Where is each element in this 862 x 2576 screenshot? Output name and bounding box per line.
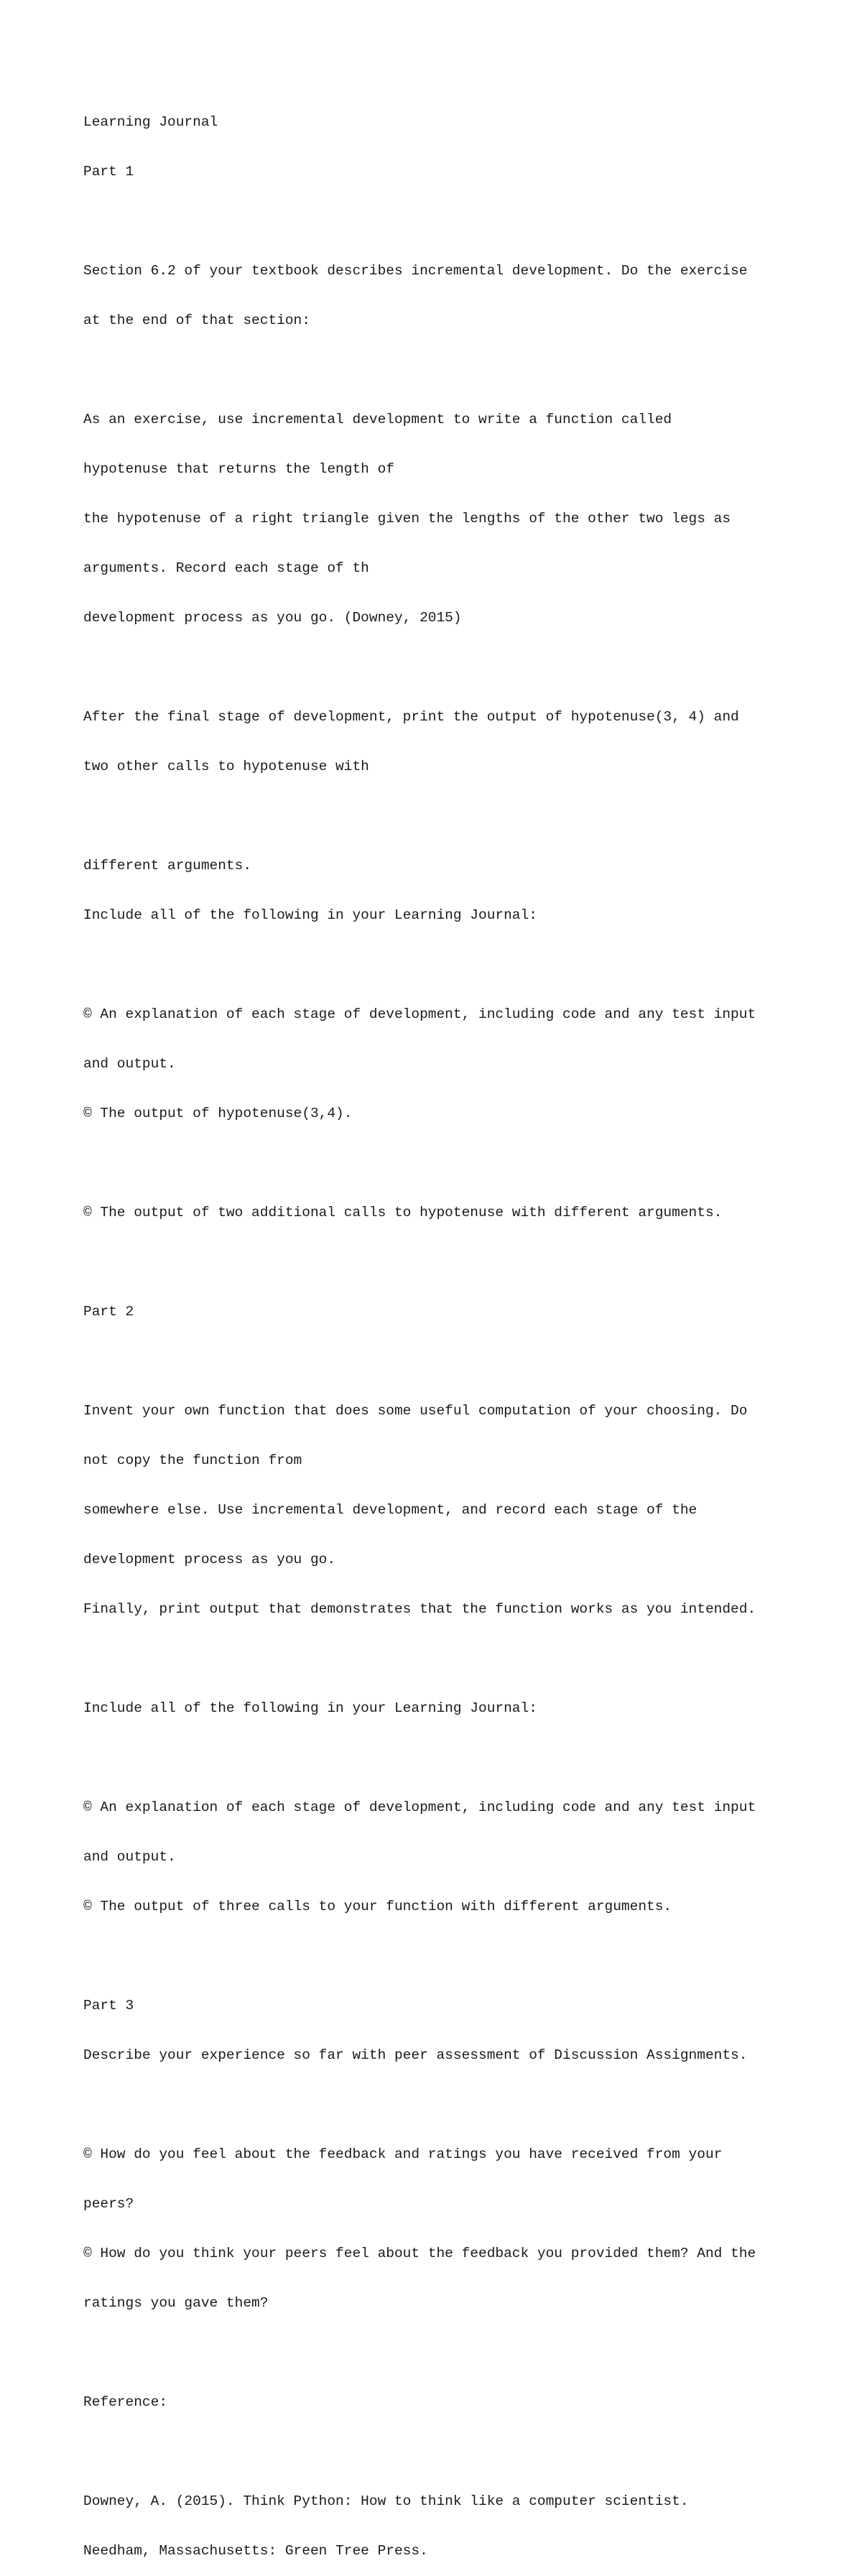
blank-line	[83, 362, 802, 379]
blank-line	[83, 659, 802, 676]
text-line: Finally, print output that demonstrates that the function works as you intended.	[83, 1601, 756, 1617]
blank-line	[83, 808, 802, 825]
blank-line	[83, 1750, 802, 1766]
bullet-item: © An explanation of each stage of development, including code and any test input	[83, 1006, 756, 1022]
text-line: Section 6.2 of your textbook describes incremental development. Do the exercise	[83, 263, 748, 279]
text-line: at the end of that section:	[83, 312, 310, 328]
bullet-item: © The output of hypotenuse(3,4).	[83, 1106, 353, 1121]
text-line: Include all of the following in your Learning Journal:	[83, 1700, 537, 1716]
blank-line	[83, 1353, 802, 1370]
blank-line	[83, 1651, 802, 1667]
part-3-heading: Part 3	[83, 1998, 134, 2014]
text-line: two other calls to hypotenuse with	[83, 759, 369, 774]
bullet-item-continued: ratings you gave them?	[83, 2295, 269, 2311]
bullet-item-continued: and output.	[83, 1849, 176, 1865]
blank-line	[83, 213, 802, 230]
text-line: As an exercise, use incremental development to write a function called	[83, 412, 672, 427]
blank-line	[83, 957, 802, 973]
reference-entry-continued: Needham, Massachusetts: Green Tree Press.	[83, 2543, 428, 2559]
reference-heading: Reference:	[83, 2394, 168, 2410]
bullet-item: © The output of three calls to your function with different arguments.	[83, 1899, 672, 1914]
bullet-item-continued: peers?	[83, 2196, 134, 2212]
bullet-item: © The output of two additional calls to hypotenuse with different arguments.	[83, 1205, 723, 1220]
bullet-item: © How do you think your peers feel about the feedback you provided them? And the	[83, 2246, 756, 2261]
bullet-item: © An explanation of each stage of development, including code and any test input	[83, 1799, 756, 1815]
text-line: Describe your experience so far with peer assessment of Discussion Assignments.	[83, 2047, 748, 2063]
part-1-heading: Part 1	[83, 164, 134, 180]
document-title: Learning Journal	[83, 114, 218, 130]
blank-line	[83, 2097, 802, 2113]
text-line: different arguments.	[83, 858, 252, 874]
blank-line	[83, 1948, 802, 1965]
blank-line	[83, 2444, 802, 2460]
text-line: the hypotenuse of a right triangle given the lengths of the other two legs as	[83, 511, 731, 527]
bullet-item-continued: and output.	[83, 1056, 176, 1072]
text-line: development process as you go.	[83, 1552, 336, 1567]
text-line: somewhere else. Use incremental development, and record each stage of the	[83, 1502, 698, 1518]
blank-line	[83, 1155, 802, 1172]
text-line: not copy the function from	[83, 1453, 302, 1468]
reference-entry: Downey, A. (2015). Think Python: How to think like a computer scientist.	[83, 2493, 689, 2509]
blank-line	[83, 1254, 802, 1271]
bullet-item: © How do you feel about the feedback and ratings you have received from your	[83, 2146, 723, 2162]
blank-line	[83, 2345, 802, 2361]
part-2-heading: Part 2	[83, 1304, 134, 1320]
text-line: Invent your own function that does some useful computation of your choosing. Do	[83, 1403, 748, 1419]
document-body	[83, 81, 802, 2576]
text-line: development process as you go. (Downey, 2015)	[83, 610, 462, 626]
text-line: Include all of the following in your Learning Journal:	[83, 907, 537, 923]
text-line: arguments. Record each stage of th	[83, 560, 369, 576]
text-line: hypotenuse that returns the length of	[83, 461, 394, 477]
text-line: After the final stage of development, print the output of hypotenuse(3, 4) and	[83, 709, 739, 725]
